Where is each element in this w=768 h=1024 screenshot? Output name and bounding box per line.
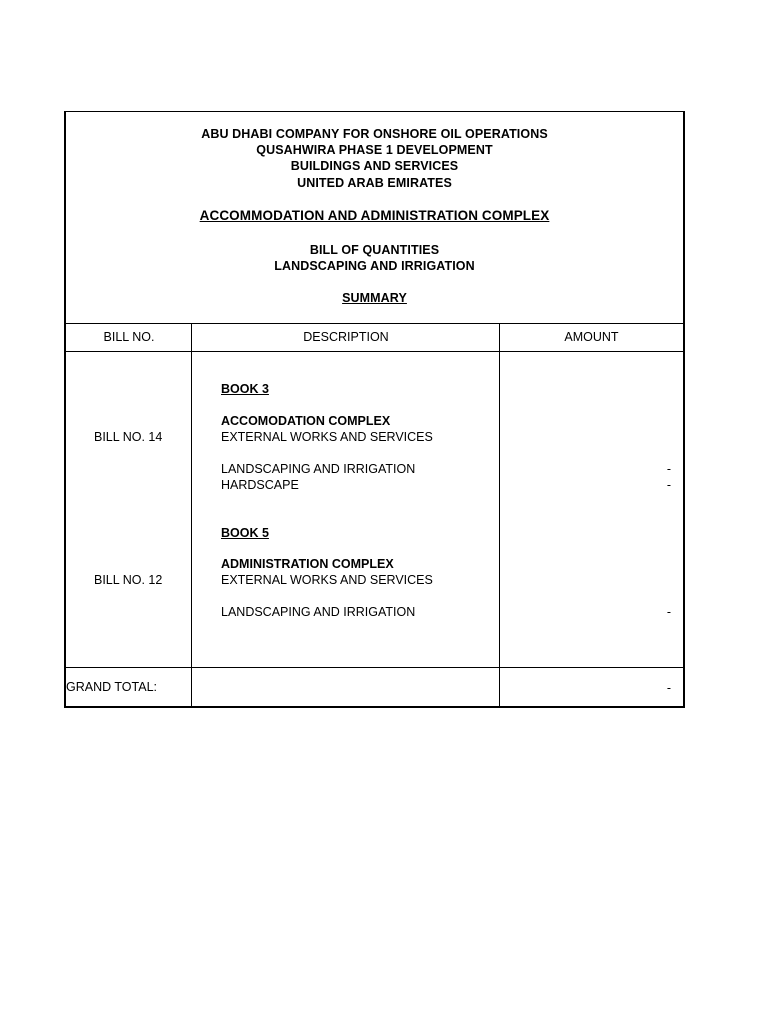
company-name: ABU DHABI COMPANY FOR ONSHORE OIL OPERATIONS xyxy=(201,127,548,141)
boq-summary-sheet xyxy=(64,111,685,708)
division-name: BUILDINGS AND SERVICES xyxy=(290,159,459,173)
book5-item-landscaping-amount: - xyxy=(666,605,671,619)
grand-total-amount: - xyxy=(666,681,671,695)
column-header-bill-no: BILL NO. xyxy=(66,323,192,352)
column-divider xyxy=(191,323,192,706)
document-header xyxy=(66,112,683,324)
book5-item-landscaping: LANDSCAPING AND IRRIGATION xyxy=(221,605,416,619)
column-header-amount: AMOUNT xyxy=(500,323,683,352)
book3-bill-no: BILL NO. 14 xyxy=(94,430,163,444)
doc-type: BILL OF QUANTITIES xyxy=(309,243,440,257)
scope-title: LANDSCAPING AND IRRIGATION xyxy=(274,259,475,273)
book5-complex: ADMINISTRATION COMPLEX xyxy=(221,557,394,571)
book3-complex: ACCOMODATION COMPLEX xyxy=(221,414,391,428)
book3-item-hardscape-amount: - xyxy=(666,478,671,492)
project-name: QUSAHWIRA PHASE 1 DEVELOPMENT xyxy=(256,143,493,157)
book3-works: EXTERNAL WORKS AND SERVICES xyxy=(221,430,433,444)
grand-total-label: GRAND TOTAL: xyxy=(66,680,157,694)
book3-item-landscaping-amount: - xyxy=(666,462,671,476)
column-divider xyxy=(499,323,500,706)
book5-works: EXTERNAL WORKS AND SERVICES xyxy=(221,573,433,587)
book5-bill-no: BILL NO. 12 xyxy=(94,573,163,587)
summary-title: SUMMARY xyxy=(342,291,407,305)
grand-total-row xyxy=(66,667,683,706)
book3-item-hardscape: HARDSCAPE xyxy=(221,478,299,492)
complex-title: ACCOMMODATION AND ADMINISTRATION COMPLEX xyxy=(199,208,550,223)
book3-title: BOOK 3 xyxy=(221,382,269,396)
country-name: UNITED ARAB EMIRATES xyxy=(297,176,452,190)
book5-title: BOOK 5 xyxy=(221,526,269,540)
column-header-description: DESCRIPTION xyxy=(192,323,500,352)
book3-item-landscaping: LANDSCAPING AND IRRIGATION xyxy=(221,462,416,476)
